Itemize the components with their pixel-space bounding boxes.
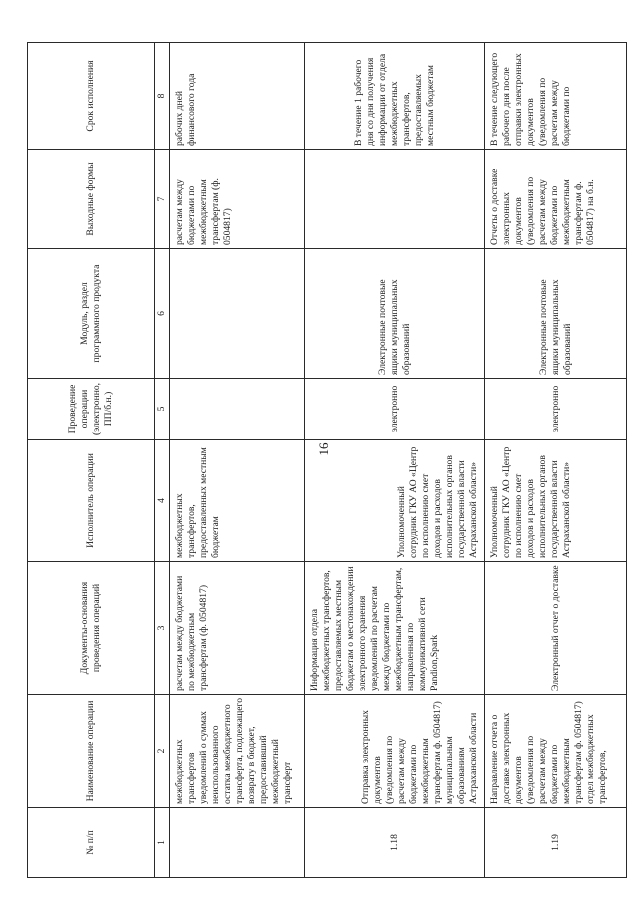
software-module: Электронные почтовые ящики муниципальных образований — [484, 248, 626, 378]
column-index: 7 — [154, 149, 169, 248]
column-index: 8 — [154, 42, 169, 149]
table-row — [484, 42, 626, 877]
table-row — [169, 42, 304, 877]
header-cell-mode: Проведение операции (электронно, ПП/б.н.) — [27, 378, 154, 439]
executor: межбюджетных трансфертов, предоставленных местным бюджетам — [169, 439, 304, 561]
basis-documents: Информация отдела межбюджетных трансфертов, предоставляемых местным бюджетам о местонахождении электронного хранения уведомлений по расчетам между бюджетами по межбюджетным трансфертам, направленная по коммуникативной сети Pandion,Spark — [304, 561, 484, 694]
software-module: Электронные почтовые ящики муниципальных образований — [304, 248, 484, 378]
output-forms: расчетам между бюджетами по межбюджетным трансфертам (ф. 0504817) — [169, 149, 304, 248]
executor: Уполномоченный сотрудник ГКУ АО «Центр по исполнению смет доходов и расходов исполнительных органов государственной власти Астраханской области» — [484, 439, 626, 561]
column-index: 1 — [154, 807, 169, 877]
output-forms — [304, 149, 484, 248]
column-index-row — [154, 42, 169, 877]
table-row — [304, 42, 484, 877]
page-number: 16 — [316, 442, 331, 456]
column-index: 6 — [154, 248, 169, 378]
operations-table — [27, 42, 627, 878]
operation-name: Отправка электронных документов (уведомления по расчетам между бюджетами по межбюджетным трансфертам ф. 0504817) муниципальным образованиям Астраханской области — [304, 694, 484, 807]
software-module — [169, 248, 304, 378]
rotated-table-sheet — [27, 43, 614, 878]
basis-documents: Электронный отчет о доставке — [484, 561, 626, 694]
column-index: 3 — [154, 561, 169, 694]
header-cell-executor: Исполнитель операции — [27, 439, 154, 561]
header-cell-output: Выходные формы — [27, 149, 154, 248]
row-number: 1.19 — [484, 807, 626, 877]
header-row — [27, 42, 154, 877]
output-forms: Отчеты о доставке электронных документов (уведомления по расчетам между бюджетами по межбюджетным трансфертам ф. 0504817) на б.н. — [484, 149, 626, 248]
operation-mode: электронно — [484, 378, 626, 439]
header-cell-name: Наименование операции — [27, 694, 154, 807]
row-number: 1.18 — [304, 807, 484, 877]
operation-mode: электронно — [304, 378, 484, 439]
header-cell-basis: Документы-основания проведения операций — [27, 561, 154, 694]
operation-name: межбюджетных трансфертов уведомлений о суммах неиспользованного остатка межбюджетного трансферта, подлежащего возврату в бюджет, предоставивший межбюджетный трансферт — [169, 694, 304, 807]
operation-mode — [169, 378, 304, 439]
deadline: рабочих дней финансового года — [169, 42, 304, 149]
deadline: В течение 1 рабочего дня со дня получения информации от отдела межбюджетных трансфертов, предоставляемых местным бюджетам — [304, 42, 484, 149]
header-cell-deadline: Срок исполнения — [27, 42, 154, 149]
header-cell-no: № п/п — [27, 807, 154, 877]
operation-name: Направление отчета о доставке электронных документов (уведомления по расчетам между бюджетами по межбюджетным трансфертам ф. 0504817) отдел межбюджетных трансфертов, — [484, 694, 626, 807]
column-index: 2 — [154, 694, 169, 807]
deadline: В течение следующего рабочего дня после отправки электронных документов (уведомления по расчетам между бюджетами по — [484, 42, 626, 149]
executor: Уполномоченный сотрудник ГКУ АО «Центр по исполнению смет доходов и расходов исполнительных органов государственной власти Астраханской области» — [304, 439, 484, 561]
column-index: 5 — [154, 378, 169, 439]
basis-documents: расчетам между бюджетами по межбюджетным трансфертам (ф. 0504817) — [169, 561, 304, 694]
column-index: 4 — [154, 439, 169, 561]
header-cell-module: Модуль, раздел программного продукта — [27, 248, 154, 378]
row-number — [169, 807, 304, 877]
